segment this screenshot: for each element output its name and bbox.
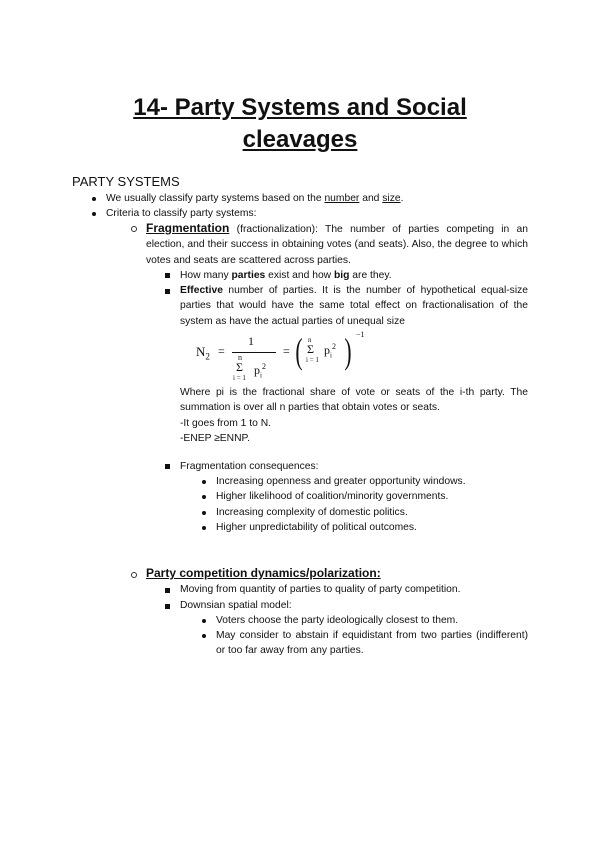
consequence-item: Higher unpredictability of political outcomes. bbox=[216, 522, 417, 533]
consequence-item: Increasing complexity of domestic politics. bbox=[216, 507, 408, 518]
competition-heading: Party competition dynamics/polarization: bbox=[146, 566, 381, 580]
consequence-item: Higher likelihood of coalition/minority governments. bbox=[216, 491, 449, 502]
square-bullet-icon bbox=[165, 464, 170, 469]
consequences-label: Fragmentation consequences: bbox=[180, 461, 319, 472]
circle-bullet-icon bbox=[131, 226, 137, 232]
page-title-line-1: 14- Party Systems and Social bbox=[133, 94, 467, 121]
downsian-item: Voters choose the party ideologically closest to them. bbox=[216, 615, 459, 626]
square-bullet-icon bbox=[165, 604, 170, 609]
competition-item: Moving from quantity of parties to quality of party competition. bbox=[180, 584, 461, 595]
square-bullet-icon bbox=[165, 273, 170, 278]
formula-note-range: -It goes from 1 to N. bbox=[180, 418, 271, 429]
bullet-icon bbox=[202, 511, 206, 515]
bullet-icon bbox=[202, 495, 206, 499]
how-many-parties: How many parties exist and how big are they. bbox=[180, 270, 392, 281]
bullet-classify: We usually classify party systems based on the number and size. bbox=[106, 193, 404, 204]
effective-number-formula: $N_2$ = 1 n Σ i = 1 $p_i^2$ = ( n Σ i = 1 $p_i^2$ ) −1 bbox=[196, 330, 365, 382]
bullet-icon bbox=[202, 634, 206, 638]
circle-bullet-icon bbox=[131, 572, 137, 578]
bullet-icon bbox=[92, 197, 96, 201]
bullet-icon bbox=[202, 619, 206, 623]
consequence-item: Increasing openness and greater opportunity windows. bbox=[216, 476, 466, 487]
section-heading: PARTY SYSTEMS bbox=[72, 174, 180, 189]
bullet-icon bbox=[202, 480, 206, 484]
square-bullet-icon bbox=[165, 588, 170, 593]
effective-number-paragraph: Effective number of parties. It is the number of hypothetical equal-size parties that would have the same total effect on fractionalisation of the system as have the actual parties of unequal size bbox=[180, 285, 528, 327]
formula-note-enep: -ENEP ≥ENNP. bbox=[180, 433, 250, 444]
square-bullet-icon bbox=[165, 289, 170, 294]
downsian-item: May consider to abstain if equidistant from two parties (indifferent) or too far away from any parties. bbox=[216, 630, 528, 657]
fragmentation-paragraph: Fragmentation (fractionalization): The number of parties competing in an election, and their success in obtaining votes (and seats). Also, the degree to which votes and seats are scattered across parties. bbox=[146, 221, 528, 266]
page-title-line-2: cleavages bbox=[242, 126, 358, 153]
formula-explanation: Where pi is the fractional share of vote or seats of the i-th party. The summation is over all n parties that obtain votes or seats. bbox=[180, 387, 528, 414]
bullet-icon bbox=[202, 526, 206, 530]
bullet-criteria: Criteria to classify party systems: bbox=[106, 208, 257, 219]
downsian-model-label: Downsian spatial model: bbox=[180, 600, 292, 611]
bullet-icon bbox=[92, 212, 96, 216]
